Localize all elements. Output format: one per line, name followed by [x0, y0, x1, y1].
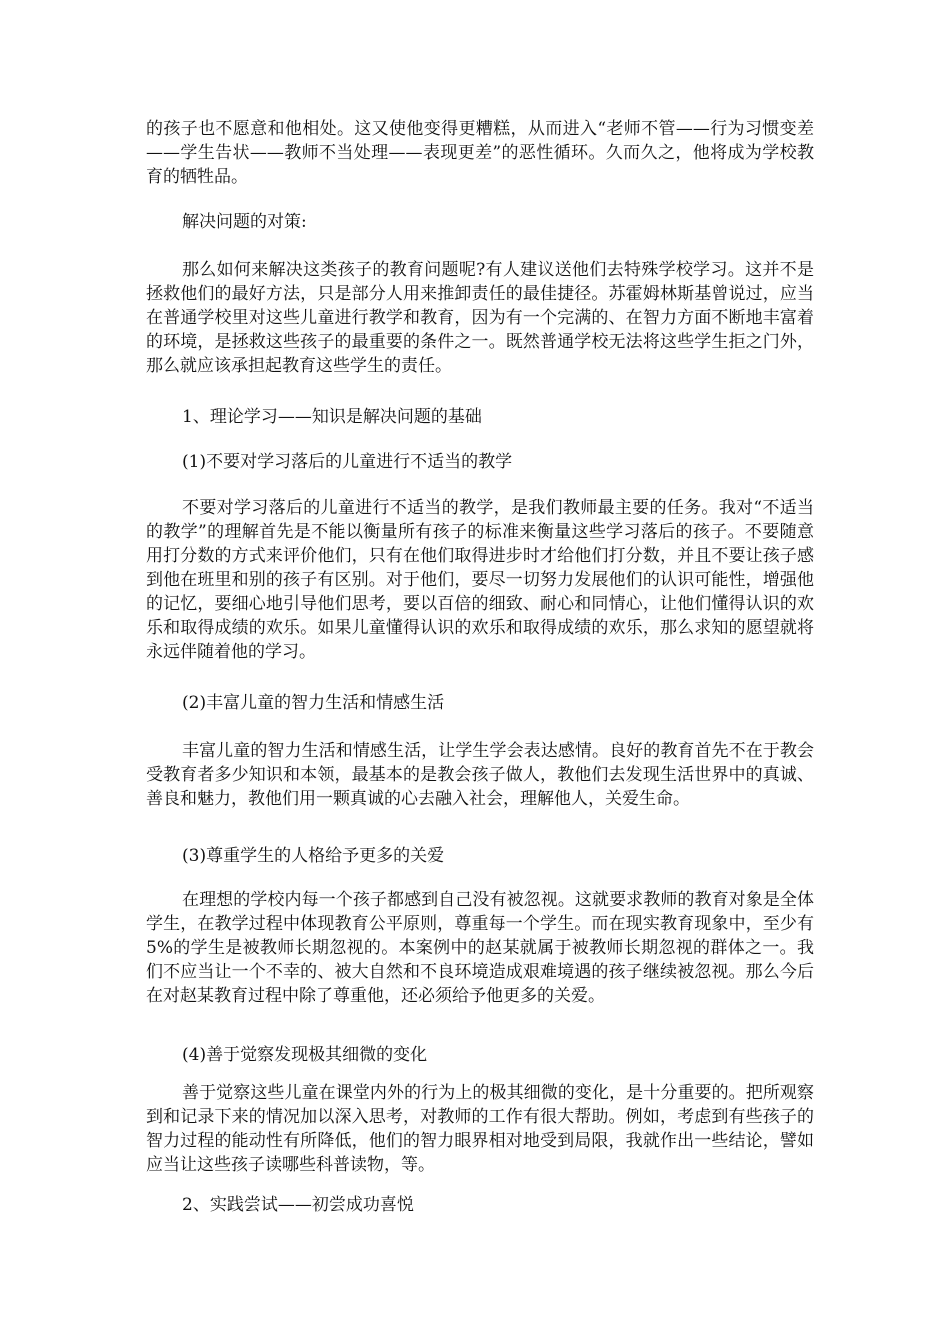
paragraph-4: 善于觉察这些儿童在课堂内外的行为上的极其细微的变化，是十分重要的。把所观察到和记录下来的情况加以深入思考，对教师的工作有很大帮助。例如，考虑到有些孩子的智力过程的能动性有所降低，他们的智力眼界相对地受到局限，我就作出一些结论，譬如应当让这些孩子读哪些科普读物，等。	[146, 1083, 814, 1175]
subheading-2: (2)丰富儿童的智力生活和情感生活	[182, 693, 445, 713]
subheading-1: (1)不要对学习落后的儿童进行不适当的教学	[182, 452, 513, 472]
paragraph-continuation: 的孩子也不愿意和他相处。这又使他变得更糟糕，从而进入“老师不管——行为习惯变差——学生告状——教师不当处理——表现更差”的恶性循环。久而久之，他将成为学校教育的牺牲品。	[146, 119, 814, 187]
section-heading-solutions: 解决问题的对策:	[182, 212, 307, 232]
paragraph-intro: 那么如何来解决这类孩子的教育问题呢?有人建议送他们去特殊学校学习。这并不是拯救他们的最好方法，只是部分人用来推卸责任的最佳捷径。苏霍姆林斯基曾说过，应当在普通学校里对这些儿童进行教学和教育，因为有一个完满的、在智力方面不断地丰富着的环境，是拯救这些孩子的最重要的条件之一。既然普通学校无法将这些学生拒之门外，那么就应该承担起教育这些学生的责任。	[146, 260, 814, 376]
subheading-3: (3)尊重学生的人格给予更多的关爱	[182, 846, 445, 866]
subheading-4: (4)善于觉察发现极其细微的变化	[182, 1045, 428, 1065]
paragraph-3: 在理想的学校内每一个孩子都感到自己没有被忽视。这就要求教师的教育对象是全体学生，在教学过程中体现教育公平原则，尊重每一个学生。而在现实教育现象中，至少有5%的学生是被教师长期忽视的。本案例中的赵某就属于被教师长期忽视的群体之一。我们不应当让一个不幸的、被大自然和不良环境造成艰难境遇的孩子继续被忽视。那么今后在对赵某教育过程中除了尊重他，还必须给予他更多的关爱。	[146, 890, 814, 1006]
paragraph-2: 丰富儿童的智力生活和情感生活，让学生学会表达感情。良好的教育首先不在于教会受教育者多少知识和本领，最基本的是教会孩子做人，教他们去发现生活世界中的真诚、善良和魅力，教他们用一颗真诚的心去融入社会，理解他人，关爱生命。	[146, 741, 814, 809]
heading-theory-study: 1、理论学习——知识是解决问题的基础	[182, 407, 482, 427]
heading-practice: 2、实践尝试——初尝成功喜悦	[182, 1195, 414, 1215]
paragraph-1: 不要对学习落后的儿童进行不适当的教学，是我们教师最主要的任务。我对“不适当的教学”的理解首先是不能以衡量所有孩子的标准来衡量这些学习落后的孩子。不要随意用打分数的方式来评价他们，只有在他们取得进步时才给他们打分数，并且不要让孩子感到他在班里和别的孩子有区别。对于他们，要尽一切努力发展他们的认识可能性，增强他的记忆，要细心地引导他们思考，要以百倍的细致、耐心和同情心，让他们懂得认识的欢乐和取得成绩的欢乐。如果儿童懂得认识的欢乐和取得成绩的欢乐，那么求知的愿望就将永远伴随着他的学习。	[146, 498, 814, 662]
